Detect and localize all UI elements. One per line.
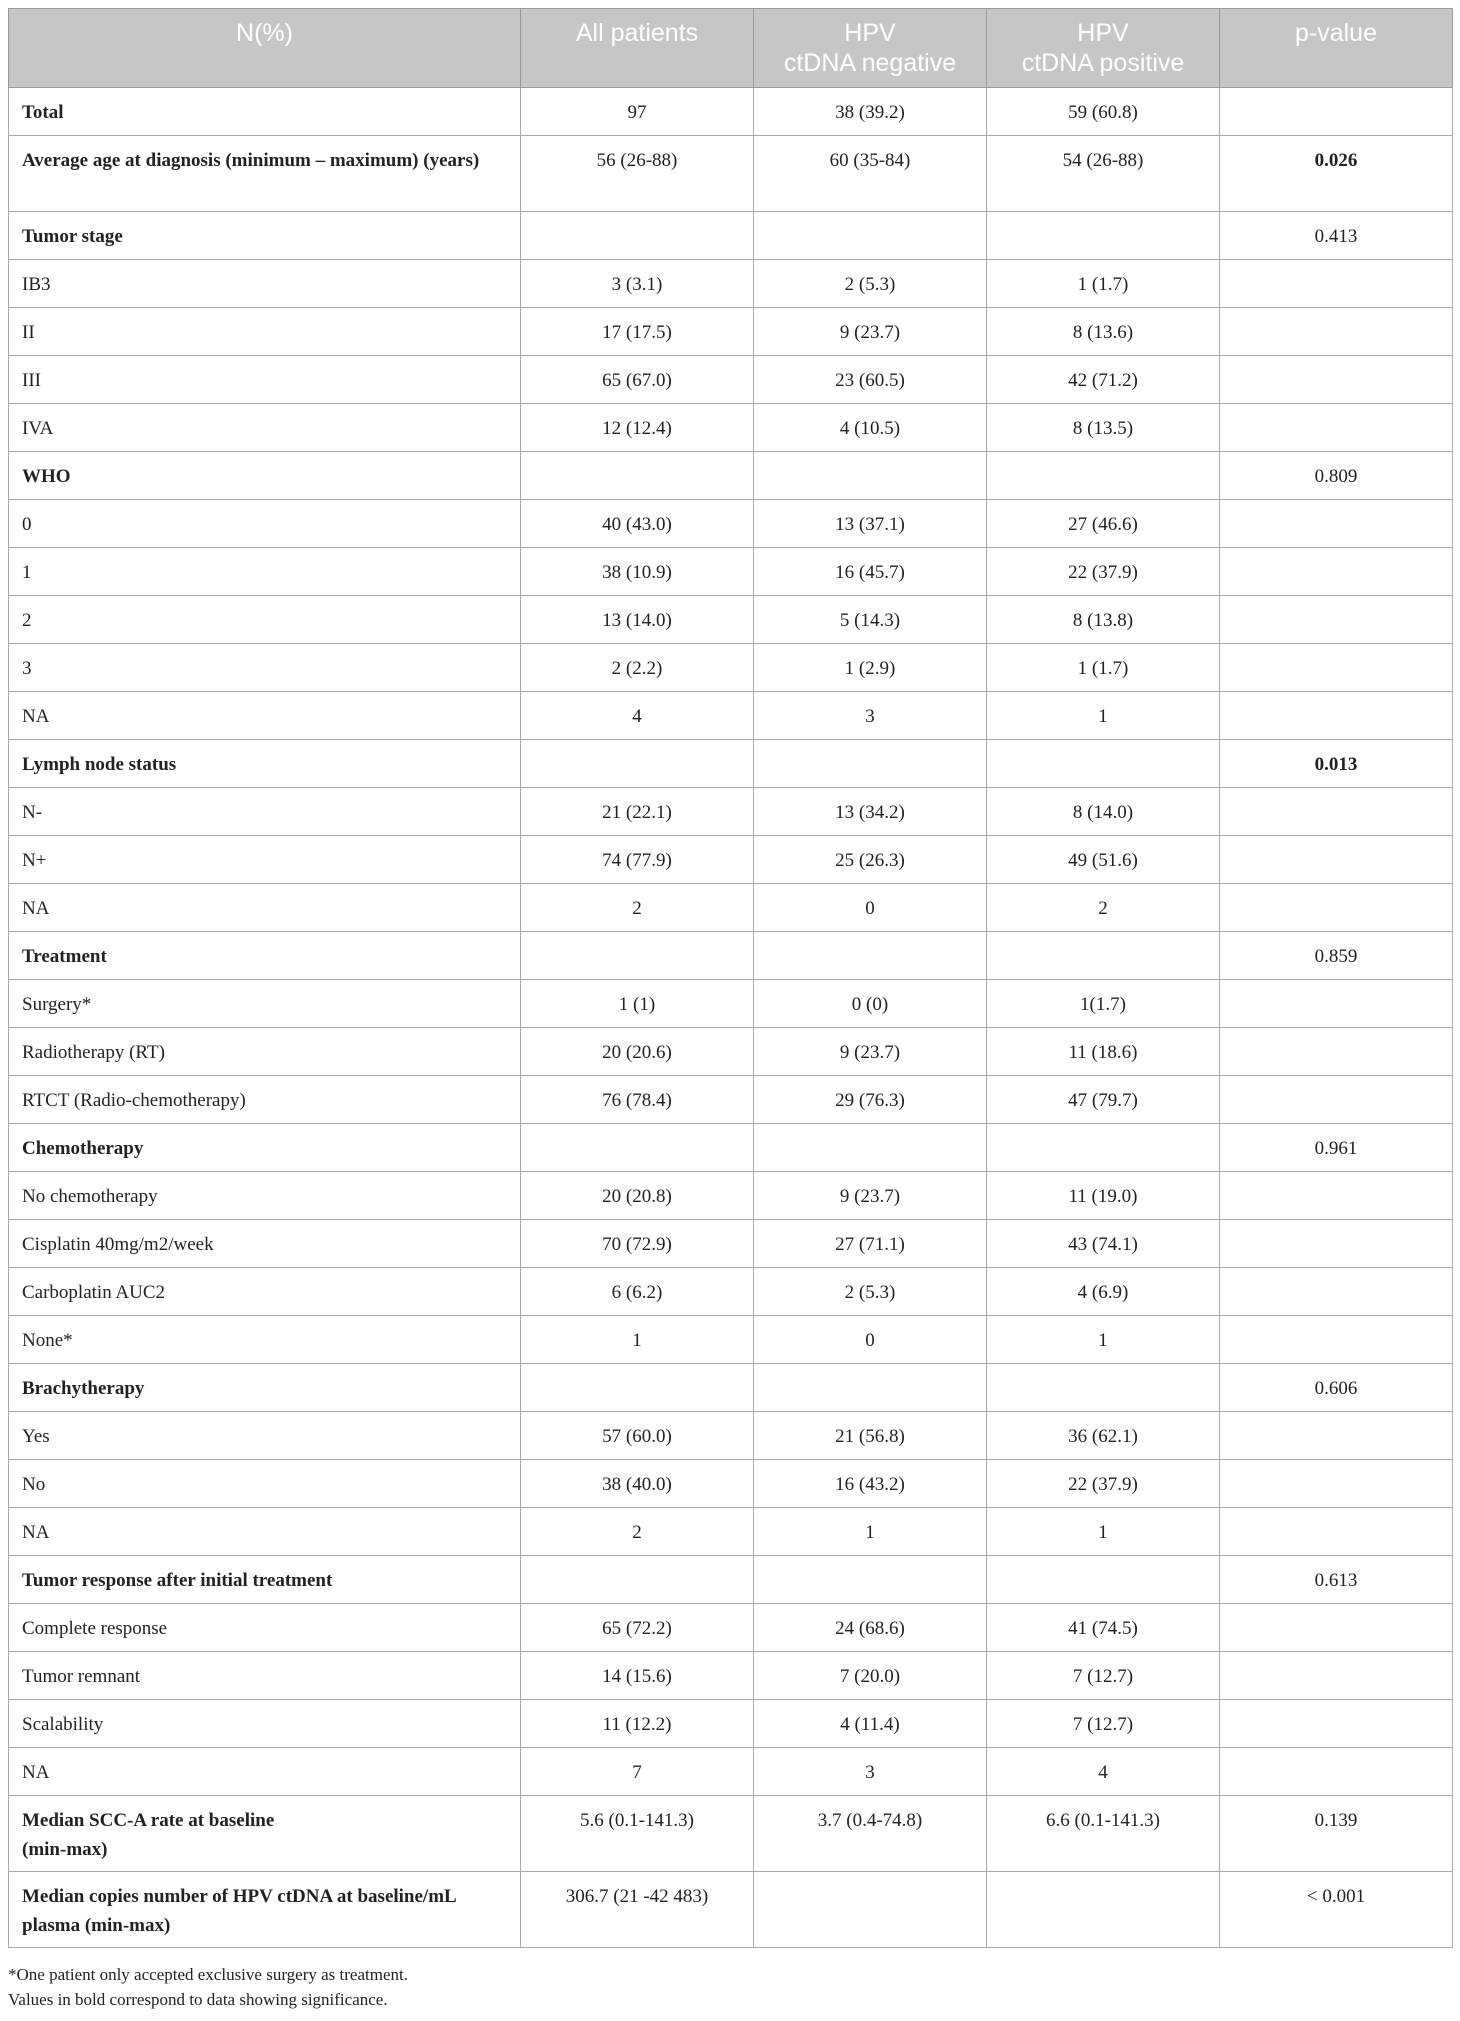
all-patients-cell [521,1556,754,1604]
all-patients-cell: 20 (20.8) [521,1172,754,1220]
all-patients-cell: 13 (14.0) [521,596,754,644]
p-value-cell [1220,548,1453,596]
all-patients-cell [521,932,754,980]
row-label-cell: Carboplatin AUC2 [9,1268,521,1316]
ctdna-negative-cell: 9 (23.7) [754,308,987,356]
ctdna-positive-cell: 1 (1.7) [987,644,1220,692]
ctdna-negative-cell: 25 (26.3) [754,836,987,884]
header-cell-pvalue: p-value [1220,9,1453,88]
table-row [9,1412,1453,1460]
row-label-cell: Treatment [9,932,521,980]
all-patients-cell: 76 (78.4) [521,1076,754,1124]
table-row [9,692,1453,740]
table-row [9,1220,1453,1268]
row-label-cell: IVA [9,404,521,452]
p-value-cell [1220,836,1453,884]
ctdna-positive-cell: 4 (6.9) [987,1268,1220,1316]
all-patients-cell: 40 (43.0) [521,500,754,548]
row-label-cell: Surgery* [9,980,521,1028]
table-row [9,644,1453,692]
row-label-cell: RTCT (Radio-chemotherapy) [9,1076,521,1124]
ctdna-positive-cell: 36 (62.1) [987,1412,1220,1460]
ctdna-negative-cell: 60 (35-84) [754,136,987,212]
table-row [9,1748,1453,1796]
all-patients-cell: 3 (3.1) [521,260,754,308]
all-patients-cell: 74 (77.9) [521,836,754,884]
row-label-cell: Cisplatin 40mg/m2/week [9,1220,521,1268]
p-value-cell [1220,596,1453,644]
all-patients-cell: 14 (15.6) [521,1652,754,1700]
all-patients-cell: 57 (60.0) [521,1412,754,1460]
ctdna-negative-cell [754,932,987,980]
all-patients-cell: 70 (72.9) [521,1220,754,1268]
ctdna-negative-cell: 7 (20.0) [754,1652,987,1700]
p-value-cell: 0.139 [1220,1796,1453,1872]
table-row [9,548,1453,596]
table-row [9,212,1453,260]
table-row [9,1124,1453,1172]
ctdna-positive-cell: 1(1.7) [987,980,1220,1028]
ctdna-negative-cell: 0 [754,1316,987,1364]
ctdna-negative-cell [754,212,987,260]
p-value-cell [1220,308,1453,356]
p-value-cell [1220,88,1453,136]
all-patients-cell: 11 (12.2) [521,1700,754,1748]
all-patients-cell: 12 (12.4) [521,404,754,452]
row-label-cell: N+ [9,836,521,884]
ctdna-negative-cell: 24 (68.6) [754,1604,987,1652]
p-value-cell [1220,884,1453,932]
p-value-cell [1220,1220,1453,1268]
ctdna-positive-cell: 49 (51.6) [987,836,1220,884]
row-label-cell: Tumor response after initial treatment [9,1556,521,1604]
table-container [8,8,1452,1948]
ctdna-positive-cell: 59 (60.8) [987,88,1220,136]
header-cell-label: N(%) [9,9,521,88]
all-patients-cell: 97 [521,88,754,136]
ctdna-positive-cell: 11 (18.6) [987,1028,1220,1076]
table-row [9,88,1453,136]
p-value-cell [1220,644,1453,692]
table-row [9,1364,1453,1412]
row-label-cell: Chemotherapy [9,1124,521,1172]
p-value-cell [1220,1028,1453,1076]
all-patients-cell: 2 [521,884,754,932]
all-patients-cell: 17 (17.5) [521,308,754,356]
all-patients-cell: 1 [521,1316,754,1364]
ctdna-negative-cell: 2 (5.3) [754,1268,987,1316]
ctdna-negative-cell: 4 (11.4) [754,1700,987,1748]
ctdna-positive-cell: 8 (14.0) [987,788,1220,836]
table-row [9,596,1453,644]
p-value-cell [1220,692,1453,740]
all-patients-cell: 2 [521,1508,754,1556]
row-label-cell: Tumor stage [9,212,521,260]
ctdna-positive-cell: 4 [987,1748,1220,1796]
row-label-cell: No [9,1460,521,1508]
table-row [9,1796,1453,1872]
ctdna-positive-cell [987,212,1220,260]
row-label-cell: NA [9,884,521,932]
table-row [9,1556,1453,1604]
ctdna-negative-cell: 9 (23.7) [754,1172,987,1220]
row-label-cell: III [9,356,521,404]
footnote: Values in bold correspond to data showing significance. [8,1990,388,2009]
ctdna-positive-cell: 1 [987,1316,1220,1364]
all-patients-cell: 2 (2.2) [521,644,754,692]
p-value-cell [1220,788,1453,836]
all-patients-cell: 38 (10.9) [521,548,754,596]
all-patients-cell: 65 (67.0) [521,356,754,404]
ctdna-positive-cell [987,1556,1220,1604]
table-row [9,788,1453,836]
ctdna-positive-cell [987,1124,1220,1172]
table-row [9,356,1453,404]
all-patients-cell: 4 [521,692,754,740]
table-row [9,1604,1453,1652]
row-label-cell: NA [9,692,521,740]
header-row [9,9,1453,88]
ctdna-positive-cell: 22 (37.9) [987,548,1220,596]
all-patients-cell [521,452,754,500]
row-label-cell: WHO [9,452,521,500]
row-label-cell: Scalability [9,1700,521,1748]
ctdna-positive-cell: 8 (13.8) [987,596,1220,644]
table-row [9,1700,1453,1748]
table-row [9,136,1453,212]
row-label-cell: IB3 [9,260,521,308]
all-patients-cell: 21 (22.1) [521,788,754,836]
table-row [9,1172,1453,1220]
table-row [9,308,1453,356]
table-row [9,1460,1453,1508]
row-label-cell: No chemotherapy [9,1172,521,1220]
ctdna-negative-cell: 13 (34.2) [754,788,987,836]
ctdna-positive-cell: 43 (74.1) [987,1220,1220,1268]
row-label-cell: None* [9,1316,521,1364]
row-label-cell: Lymph node status [9,740,521,788]
all-patients-cell: 5.6 (0.1-141.3) [521,1796,754,1872]
ctdna-positive-cell: 1 [987,692,1220,740]
table-row [9,1872,1453,1948]
p-value-cell [1220,1508,1453,1556]
all-patients-cell: 38 (40.0) [521,1460,754,1508]
table-row [9,1268,1453,1316]
ctdna-positive-cell: 6.6 (0.1-141.3) [987,1796,1220,1872]
p-value-cell: 0.613 [1220,1556,1453,1604]
p-value-cell [1220,1172,1453,1220]
table-row [9,884,1453,932]
ctdna-positive-cell: 1 [987,1508,1220,1556]
row-label-cell: 2 [9,596,521,644]
ctdna-positive-cell: 7 (12.7) [987,1652,1220,1700]
table-row [9,980,1453,1028]
ctdna-negative-cell [754,1556,987,1604]
ctdna-positive-cell: 41 (74.5) [987,1604,1220,1652]
row-label-cell: Median copies number of HPV ctDNA at baseline/mL plasma (min-max) [9,1872,521,1948]
ctdna-negative-cell: 1 [754,1508,987,1556]
row-label-cell: 3 [9,644,521,692]
row-label-cell: 1 [9,548,521,596]
ctdna-negative-cell: 2 (5.3) [754,260,987,308]
p-value-cell: 0.961 [1220,1124,1453,1172]
row-label-cell: NA [9,1748,521,1796]
ctdna-negative-cell [754,1364,987,1412]
p-value-cell [1220,1652,1453,1700]
ctdna-positive-cell: 54 (26-88) [987,136,1220,212]
p-value-cell [1220,980,1453,1028]
ctdna-negative-cell: 0 (0) [754,980,987,1028]
ctdna-negative-cell: 1 (2.9) [754,644,987,692]
ctdna-positive-cell [987,452,1220,500]
ctdna-negative-cell: 3 [754,1748,987,1796]
row-label-cell: II [9,308,521,356]
header-cell-positive: HPV ctDNA positive [987,9,1220,88]
all-patients-cell [521,740,754,788]
ctdna-positive-cell: 27 (46.6) [987,500,1220,548]
ctdna-positive-cell: 11 (19.0) [987,1172,1220,1220]
all-patients-cell: 65 (72.2) [521,1604,754,1652]
p-value-cell: 0.413 [1220,212,1453,260]
all-patients-cell: 1 (1) [521,980,754,1028]
p-value-cell [1220,1412,1453,1460]
all-patients-cell: 20 (20.6) [521,1028,754,1076]
ctdna-negative-cell [754,1124,987,1172]
row-label-cell: Yes [9,1412,521,1460]
p-value-cell [1220,1460,1453,1508]
p-value-cell: 0.026 [1220,136,1453,212]
p-value-cell [1220,1268,1453,1316]
p-value-cell [1220,1604,1453,1652]
ctdna-negative-cell: 9 (23.7) [754,1028,987,1076]
ctdna-negative-cell: 23 (60.5) [754,356,987,404]
row-label-cell: 0 [9,500,521,548]
all-patients-cell [521,1124,754,1172]
footnotes [8,1962,408,2012]
row-label-cell: N- [9,788,521,836]
row-label-cell: Brachytherapy [9,1364,521,1412]
p-value-cell [1220,404,1453,452]
p-value-cell [1220,1316,1453,1364]
ctdna-negative-cell: 3.7 (0.4-74.8) [754,1796,987,1872]
row-label-cell: Tumor remnant [9,1652,521,1700]
footnote: *One patient only accepted exclusive surgery as treatment. [8,1965,408,1984]
header-cell-negative: HPV ctDNA negative [754,9,987,88]
ctdna-negative-cell: 38 (39.2) [754,88,987,136]
all-patients-cell [521,212,754,260]
ctdna-positive-cell: 1 (1.7) [987,260,1220,308]
p-value-cell [1220,260,1453,308]
all-patients-cell: 306.7 (21 -42 483) [521,1872,754,1948]
ctdna-positive-cell: 8 (13.5) [987,404,1220,452]
ctdna-positive-cell: 22 (37.9) [987,1460,1220,1508]
ctdna-negative-cell [754,740,987,788]
ctdna-negative-cell: 27 (71.1) [754,1220,987,1268]
ctdna-positive-cell [987,932,1220,980]
row-label-cell: NA [9,1508,521,1556]
all-patients-cell: 6 (6.2) [521,1268,754,1316]
row-label-cell: Radiotherapy (RT) [9,1028,521,1076]
p-value-cell [1220,1748,1453,1796]
table-row [9,260,1453,308]
table-row [9,1028,1453,1076]
ctdna-negative-cell: 16 (43.2) [754,1460,987,1508]
ctdna-negative-cell [754,452,987,500]
ctdna-negative-cell: 4 (10.5) [754,404,987,452]
table-row [9,932,1453,980]
all-patients-cell: 56 (26-88) [521,136,754,212]
table-row [9,740,1453,788]
header-cell-all: All patients [521,9,754,88]
p-value-cell [1220,356,1453,404]
ctdna-positive-cell: 7 (12.7) [987,1700,1220,1748]
p-value-cell: 0.809 [1220,452,1453,500]
p-value-cell: 0.859 [1220,932,1453,980]
table-body [9,88,1453,1948]
table-row [9,500,1453,548]
table-row [9,1508,1453,1556]
patient-characteristics-table [8,8,1453,1948]
ctdna-positive-cell: 2 [987,884,1220,932]
row-label-cell: Total [9,88,521,136]
p-value-cell [1220,500,1453,548]
ctdna-negative-cell: 3 [754,692,987,740]
ctdna-positive-cell [987,740,1220,788]
p-value-cell: < 0.001 [1220,1872,1453,1948]
p-value-cell [1220,1076,1453,1124]
p-value-cell: 0.606 [1220,1364,1453,1412]
ctdna-negative-cell [754,1872,987,1948]
ctdna-negative-cell: 29 (76.3) [754,1076,987,1124]
ctdna-negative-cell: 13 (37.1) [754,500,987,548]
table-row [9,404,1453,452]
ctdna-positive-cell [987,1872,1220,1948]
table-row [9,452,1453,500]
ctdna-negative-cell: 0 [754,884,987,932]
row-label-cell: Complete response [9,1604,521,1652]
p-value-cell [1220,1700,1453,1748]
ctdna-negative-cell: 21 (56.8) [754,1412,987,1460]
ctdna-positive-cell: 42 (71.2) [987,356,1220,404]
ctdna-negative-cell: 5 (14.3) [754,596,987,644]
ctdna-negative-cell: 16 (45.7) [754,548,987,596]
p-value-cell: 0.013 [1220,740,1453,788]
ctdna-positive-cell [987,1364,1220,1412]
ctdna-positive-cell: 47 (79.7) [987,1076,1220,1124]
row-label-cell: Median SCC-A rate at baseline (min-max) [9,1796,521,1872]
table-row [9,1076,1453,1124]
row-label-cell: Average age at diagnosis (minimum – maximum) (years) [9,136,521,212]
all-patients-cell: 7 [521,1748,754,1796]
table-row [9,1652,1453,1700]
all-patients-cell [521,1364,754,1412]
ctdna-positive-cell: 8 (13.6) [987,308,1220,356]
table-row [9,1316,1453,1364]
table-row [9,836,1453,884]
